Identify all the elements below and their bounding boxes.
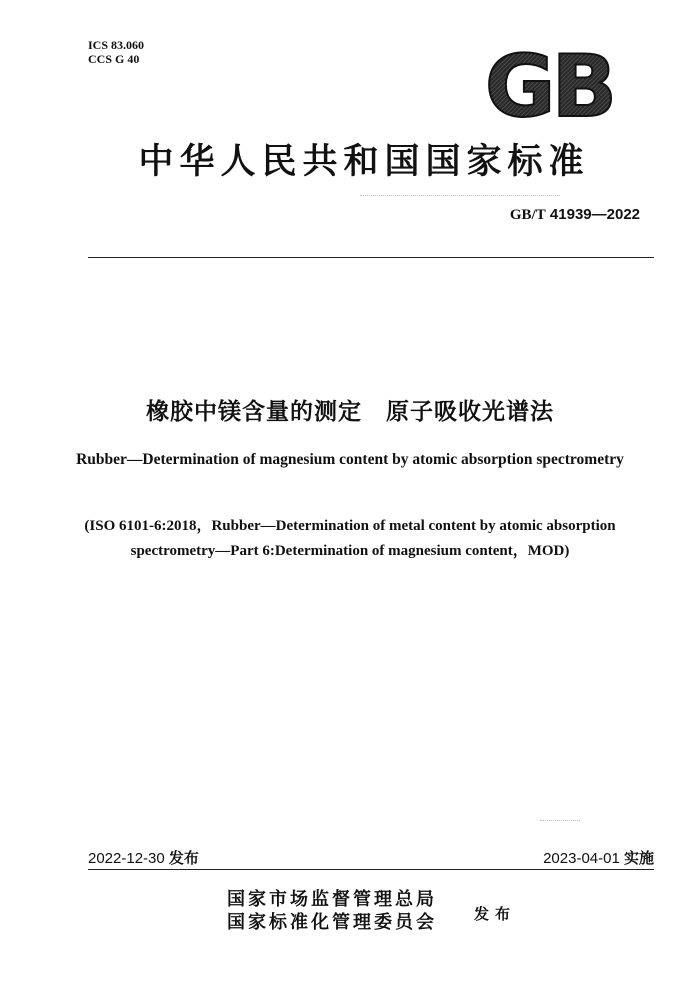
implementation-date-label: 实施	[623, 849, 654, 867]
publisher-2: 国家标准化管理委员会	[227, 912, 437, 933]
issue-date-label: 发布	[168, 849, 199, 867]
publisher-1: 国家市场监督管理总局	[227, 889, 437, 910]
implementation-date	[543, 847, 654, 868]
decorative-dotted-mark	[540, 820, 580, 821]
standard-code-number: 41939—2022	[545, 206, 640, 223]
issue-date-value: 2022-12-30	[88, 850, 165, 867]
standard-title-chinese: 橡胶中镁含量的测定 原子吸收光谱法	[146, 399, 554, 425]
ccs-code: CCS G 40	[88, 52, 140, 66]
classification-codes	[88, 38, 144, 66]
implementation-date-value: 2023-04-01	[543, 850, 620, 867]
decorative-dotted-line	[360, 195, 560, 198]
iso-adoption-note	[40, 514, 660, 564]
gb-logo	[478, 44, 620, 124]
ics-code: ICS 83.060	[88, 38, 145, 52]
national-standard-title: 中华人民共和国国家标准	[138, 141, 590, 182]
adoption-line-2: spectrometry—Part 6:Determination of magnesium content，MOD)	[130, 543, 570, 559]
bottom-divider	[88, 869, 654, 870]
standard-code	[510, 206, 640, 224]
adoption-line-1: (ISO 6101-6:2018，Rubber—Determination of metal content by atomic absorption	[84, 518, 616, 534]
publishers	[227, 888, 437, 934]
standard-code-prefix: GB/T	[509, 207, 546, 223]
top-divider	[88, 257, 654, 258]
issue-date	[88, 847, 199, 868]
publish-action: 发布	[474, 905, 517, 923]
standard-title-english: Rubber—Determination of magnesium content by atomic absorption spectrometry	[76, 451, 624, 468]
gb-logo-text: GB	[484, 44, 614, 124]
